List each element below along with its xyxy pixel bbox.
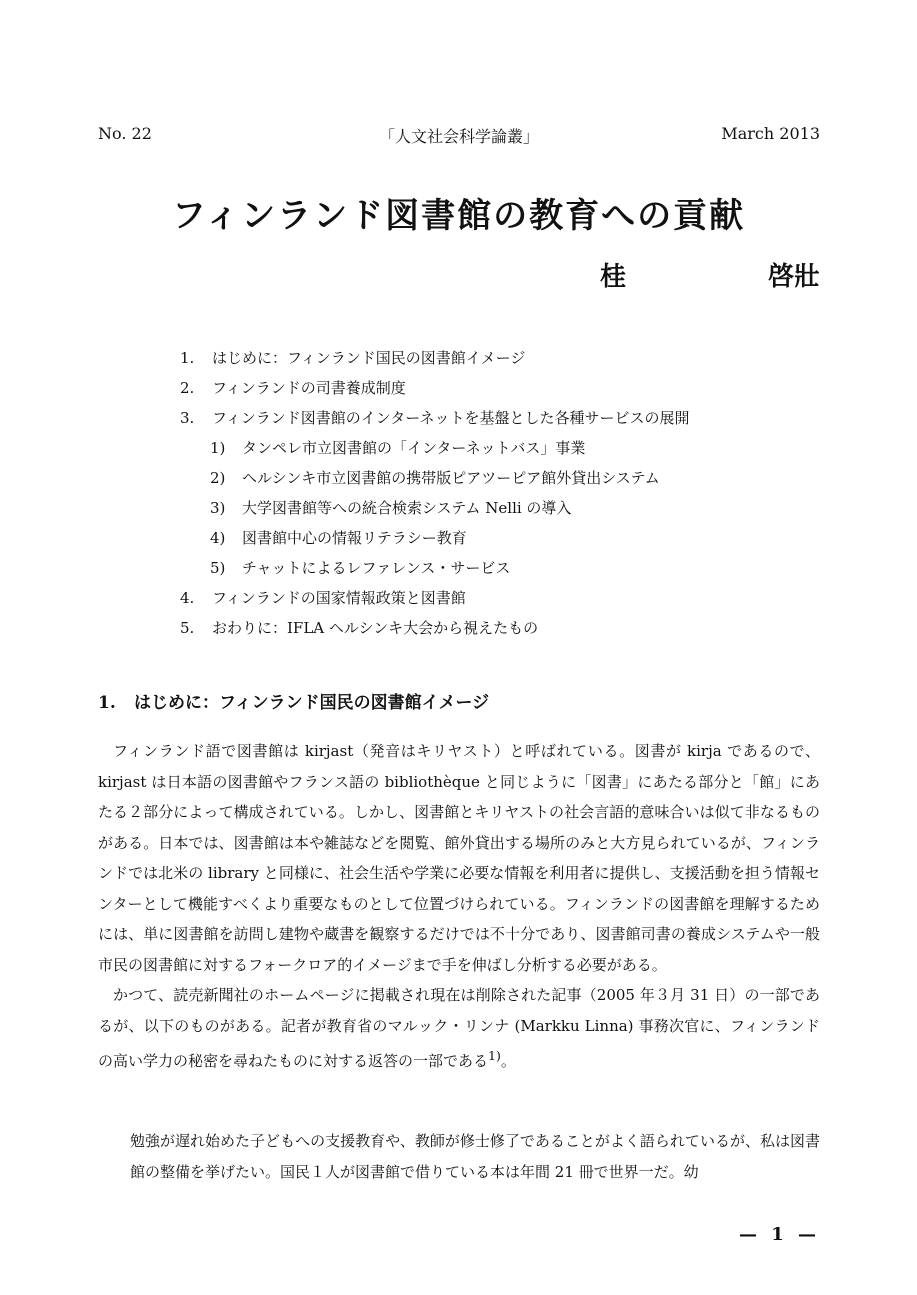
paragraph: かつて、読売新聞社のホームページに掲載され現在は削除された記事（2005 年３月 31 日）の一部であるが、以下のものがある。記者が教育省のマルック・リンナ (Markku Linna) 事務次官に、フィンランドの高い学力の秘密を尋ねたものに対する返答の一部である$^{1)}$。 — [98, 986, 820, 1070]
toc-subitem: 3) 大学図書館等への統合検索システム Nelli の導入 — [210, 499, 572, 517]
toc-subitem: 1) タンペレ市立図書館の「インターネットバス」事業 — [210, 439, 586, 457]
paper-title: フィンランド図書館の教育への貢献 — [171, 196, 746, 236]
toc-subitem: 4) 図書館中心の情報リテラシー教育 — [210, 529, 467, 547]
quote-paragraph: 勉強が遅れ始めた子どもへの支援教育や、教師が修士修了であることがよく語られているが、私は図書館の整備を挙げたい。国民１人が図書館で借りている本は年間 21 冊で世界一だ。幼 — [130, 1132, 820, 1181]
toc-item: 3. フィンランド図書館のインターネットを基盤とした各種サービスの展開 — [180, 409, 690, 427]
publication-date: March 2013 — [721, 124, 820, 143]
body-text — [98, 736, 820, 1077]
toc-item: 1. はじめに：フィンランド国民の図書館イメージ — [180, 349, 526, 367]
block-quote — [130, 1126, 820, 1187]
running-header — [98, 124, 820, 148]
journal-name: 「人文社会科学論叢」 — [378, 127, 539, 146]
footnote-ref: 1) — [488, 1048, 501, 1063]
section-heading — [98, 688, 489, 713]
toc-item: 2. フィンランドの司書養成制度 — [180, 379, 406, 397]
toc-subitem: 5) チャットによるレファレンス・サービス — [210, 559, 511, 577]
author-name — [600, 256, 820, 293]
author-family-name: 桂 — [600, 262, 627, 292]
toc-item: 5. おわりに：IFLA ヘルシンキ大会から視えたもの — [180, 619, 539, 637]
section-number: 1. — [98, 693, 116, 713]
paragraph: フィンランド語で図書館は kirjast（発音はキリヤスト）と呼ばれている。図書が kirja であるので、kirjast は日本語の図書館やフランス語の bibliothèque と同じように「図書」にあたる部分と「館」にあたる２部分によって構成されている。しかし、図書館とキリヤストの社会言語的意味合いは似て非なるものがある。日本では、図書館は本や雑誌などを閲覧、館外貸出する場所のみと大方見られているが、フィンランドでは北米の library と同様に、社会生活や学業に必要な情報を利用者に提供し、支援活動を担う情報センターとして機能すべくより重要なものとして位置づけられている。フィンランドの図書館を理解するためには、単に図書館を訪問し建物や蔵書を観察するだけでは不十分であり、図書館司書の養成システムや一般市民の図書館に対するフォークロア的イメージまで手を伸ばし分析する必要がある。 — [98, 742, 820, 974]
toc-subitem: 2) ヘルシンキ市立図書館の携帯版ピアツーピア館外貸出システム — [210, 469, 660, 487]
author-given-name: 啓壯 — [767, 262, 820, 292]
section-title: はじめに：フィンランド国民の図書館イメージ — [134, 693, 490, 713]
table-of-contents — [180, 343, 820, 643]
issue-number: No. 22 — [98, 124, 152, 143]
toc-item: 4. フィンランドの国家情報政策と図書館 — [180, 589, 466, 607]
page-number: — 1 — — [738, 1224, 820, 1245]
